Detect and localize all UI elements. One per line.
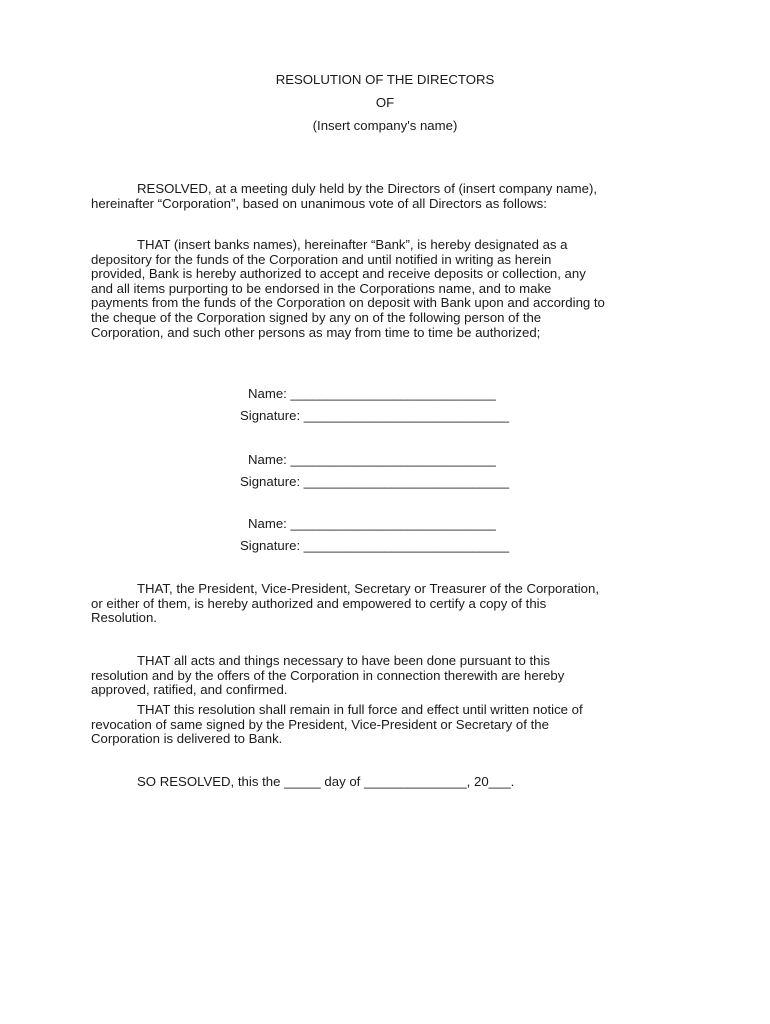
document-title: RESOLUTION OF THE DIRECTORS: [275, 72, 495, 87]
bank-line: the cheque of the Corporation signed by any on of the following person of the: [91, 309, 542, 325]
resolved-paragraph: [91, 182, 691, 211]
acts-line: approved, ratified, and confirmed.: [91, 682, 288, 698]
resolved-line: RESOLVED, at a meeting duly held by the Directors of (insert company name),: [137, 181, 598, 196]
acts-paragraph: [91, 654, 691, 698]
signatory-name-line: Name: ____________________________: [248, 386, 496, 401]
bank-line: payments from the funds of the Corporation on deposit with Bank upon and according to: [91, 295, 605, 311]
signatory-signature-line: Signature: ____________________________: [240, 538, 510, 553]
certify-line: THAT, the President, Vice-President, Secretary or Treasurer of the Corporation,: [137, 581, 600, 596]
certify-paragraph: [91, 582, 691, 626]
resolved-line: hereinafter “Corporation”, based on unanimous vote of all Directors as follows:: [91, 195, 547, 211]
force-paragraph: [91, 703, 691, 747]
force-line: Corporation is delivered to Bank.: [91, 731, 283, 747]
so-resolved-paragraph: [91, 775, 691, 790]
bank-line: and all items purporting to be endorsed in the Corporations name, and to make: [91, 280, 552, 296]
signatory-signature-line: Signature: ____________________________: [240, 474, 510, 489]
so-resolved-line: SO RESOLVED, this the _____ day of ______________, 20___.: [137, 774, 515, 789]
document-company-name: (Insert company's name): [312, 118, 458, 133]
force-line: THAT this resolution shall remain in full force and effect until written notice of: [137, 702, 583, 717]
signatory-name-line: Name: ____________________________: [248, 516, 496, 531]
certify-line: Resolution.: [91, 610, 157, 626]
signatory-signature-line: Signature: ____________________________: [240, 408, 510, 423]
acts-line: THAT all acts and things necessary to have been done pursuant to this: [137, 653, 550, 668]
bank-line: depository for the funds of the Corporation and until notified in writing as herein: [91, 251, 552, 267]
bank-line: Corporation, and such other persons as may from time to time be authorized;: [91, 324, 541, 340]
document-of: OF: [375, 95, 395, 110]
bank-paragraph: [91, 238, 691, 340]
bank-line: provided, Bank is hereby authorized to accept and receive deposits or collection, any: [91, 266, 586, 282]
certify-line: or either of them, is hereby authorized and empowered to certify a copy of this: [91, 595, 547, 611]
bank-line: THAT (insert banks names), hereinafter “Bank”, is hereby designated as a: [137, 237, 568, 252]
signatory-name-line: Name: ____________________________: [248, 452, 496, 467]
force-line: revocation of same signed by the President, Vice-President or Secretary of the: [91, 716, 549, 732]
acts-line: resolution and by the offers of the Corporation in connection therewith are hereby: [91, 667, 565, 683]
